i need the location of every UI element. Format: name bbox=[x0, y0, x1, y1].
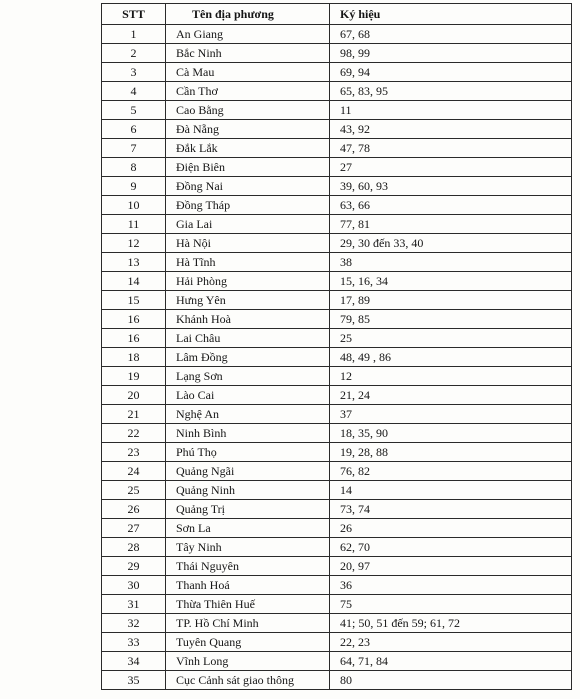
locality-name: Hưng Yên bbox=[166, 291, 330, 310]
plate-code: 48, 49 , 86 bbox=[330, 348, 572, 367]
table-row bbox=[102, 348, 572, 367]
plate-code: 12 bbox=[330, 367, 572, 386]
row-number: 12 bbox=[102, 234, 166, 253]
plate-code: 39, 60, 93 bbox=[330, 177, 572, 196]
table-row bbox=[102, 310, 572, 329]
locality-name: Thái Nguyên bbox=[166, 557, 330, 576]
locality-name: Lào Cai bbox=[166, 386, 330, 405]
locality-name: Đà Nẵng bbox=[166, 120, 330, 139]
header-row bbox=[102, 4, 572, 25]
table-row bbox=[102, 424, 572, 443]
table-row bbox=[102, 253, 572, 272]
row-number: 6 bbox=[102, 120, 166, 139]
plate-code: 15, 16, 34 bbox=[330, 272, 572, 291]
plate-code: 29, 30 đến 33, 40 bbox=[330, 234, 572, 253]
license-plate-table bbox=[101, 3, 572, 690]
table-row bbox=[102, 443, 572, 462]
row-number: 15 bbox=[102, 291, 166, 310]
locality-name: Đồng Tháp bbox=[166, 196, 330, 215]
locality-name: Hà Tĩnh bbox=[166, 253, 330, 272]
locality-name: Bắc Ninh bbox=[166, 44, 330, 63]
locality-name: Gia Lai bbox=[166, 215, 330, 234]
locality-name: Lai Châu bbox=[166, 329, 330, 348]
row-number: 9 bbox=[102, 177, 166, 196]
row-number: 4 bbox=[102, 82, 166, 101]
table-row bbox=[102, 101, 572, 120]
plate-code: 20, 97 bbox=[330, 557, 572, 576]
table-row bbox=[102, 633, 572, 652]
plate-code: 22, 23 bbox=[330, 633, 572, 652]
locality-name: Lâm Đồng bbox=[166, 348, 330, 367]
plate-code: 21, 24 bbox=[330, 386, 572, 405]
table-row bbox=[102, 405, 572, 424]
locality-name: Quảng Ngãi bbox=[166, 462, 330, 481]
locality-name: Tuyên Quang bbox=[166, 633, 330, 652]
row-number: 31 bbox=[102, 595, 166, 614]
locality-name: Lạng Sơn bbox=[166, 367, 330, 386]
plate-code: 25 bbox=[330, 329, 572, 348]
locality-name: Cần Thơ bbox=[166, 82, 330, 101]
table-row bbox=[102, 386, 572, 405]
table-body bbox=[102, 25, 572, 690]
locality-name: Cục Cảnh sát giao thông bbox=[166, 671, 330, 690]
locality-name: Quảng Trị bbox=[166, 500, 330, 519]
row-number: 25 bbox=[102, 481, 166, 500]
locality-name: Thừa Thiên Huế bbox=[166, 595, 330, 614]
table-row bbox=[102, 44, 572, 63]
header-locality-name: Tên địa phương bbox=[166, 4, 330, 25]
plate-code: 26 bbox=[330, 519, 572, 538]
locality-name: Sơn La bbox=[166, 519, 330, 538]
row-number: 13 bbox=[102, 253, 166, 272]
table-row bbox=[102, 291, 572, 310]
plate-code: 63, 66 bbox=[330, 196, 572, 215]
locality-name: Cao Bằng bbox=[166, 101, 330, 120]
row-number: 21 bbox=[102, 405, 166, 424]
plate-code: 67, 68 bbox=[330, 25, 572, 44]
table-row bbox=[102, 652, 572, 671]
plate-code: 18, 35, 90 bbox=[330, 424, 572, 443]
row-number: 10 bbox=[102, 196, 166, 215]
row-number: 35 bbox=[102, 671, 166, 690]
table-row bbox=[102, 63, 572, 82]
plate-code: 19, 28, 88 bbox=[330, 443, 572, 462]
table-row bbox=[102, 139, 572, 158]
table-row bbox=[102, 196, 572, 215]
row-number: 16 bbox=[102, 329, 166, 348]
locality-name: Cà Mau bbox=[166, 63, 330, 82]
row-number: 23 bbox=[102, 443, 166, 462]
plate-code: 14 bbox=[330, 481, 572, 500]
table-row bbox=[102, 25, 572, 44]
table-row bbox=[102, 215, 572, 234]
table-row bbox=[102, 234, 572, 253]
plate-code: 36 bbox=[330, 576, 572, 595]
plate-code: 47, 78 bbox=[330, 139, 572, 158]
plate-code: 75 bbox=[330, 595, 572, 614]
plate-code: 38 bbox=[330, 253, 572, 272]
plate-code: 62, 70 bbox=[330, 538, 572, 557]
table-row bbox=[102, 614, 572, 633]
locality-name: Khánh Hoà bbox=[166, 310, 330, 329]
table-row bbox=[102, 82, 572, 101]
row-number: 22 bbox=[102, 424, 166, 443]
locality-name: TP. Hồ Chí Minh bbox=[166, 614, 330, 633]
locality-name: Hải Phòng bbox=[166, 272, 330, 291]
row-number: 8 bbox=[102, 158, 166, 177]
plate-code: 73, 74 bbox=[330, 500, 572, 519]
plate-code: 98, 99 bbox=[330, 44, 572, 63]
table-row bbox=[102, 177, 572, 196]
table-row bbox=[102, 519, 572, 538]
plate-code: 41; 50, 51 đến 59; 61, 72 bbox=[330, 614, 572, 633]
table-row bbox=[102, 462, 572, 481]
row-number: 24 bbox=[102, 462, 166, 481]
table-row bbox=[102, 576, 572, 595]
row-number: 20 bbox=[102, 386, 166, 405]
locality-name: Hà Nội bbox=[166, 234, 330, 253]
table-row bbox=[102, 120, 572, 139]
locality-name: Quảng Ninh bbox=[166, 481, 330, 500]
row-number: 30 bbox=[102, 576, 166, 595]
plate-code: 64, 71, 84 bbox=[330, 652, 572, 671]
row-number: 28 bbox=[102, 538, 166, 557]
locality-name: Thanh Hoá bbox=[166, 576, 330, 595]
row-number: 32 bbox=[102, 614, 166, 633]
locality-name: Nghệ An bbox=[166, 405, 330, 424]
row-number: 26 bbox=[102, 500, 166, 519]
plate-code: 65, 83, 95 bbox=[330, 82, 572, 101]
row-number: 11 bbox=[102, 215, 166, 234]
plate-code: 80 bbox=[330, 671, 572, 690]
plate-code: 27 bbox=[330, 158, 572, 177]
plate-code: 11 bbox=[330, 101, 572, 120]
row-number: 27 bbox=[102, 519, 166, 538]
plate-code: 79, 85 bbox=[330, 310, 572, 329]
row-number: 29 bbox=[102, 557, 166, 576]
table-row bbox=[102, 557, 572, 576]
locality-name: Ninh Bình bbox=[166, 424, 330, 443]
table-row bbox=[102, 329, 572, 348]
row-number: 19 bbox=[102, 367, 166, 386]
row-number: 14 bbox=[102, 272, 166, 291]
table-row bbox=[102, 595, 572, 614]
table-row bbox=[102, 272, 572, 291]
row-number: 2 bbox=[102, 44, 166, 63]
plate-code: 43, 92 bbox=[330, 120, 572, 139]
row-number: 18 bbox=[102, 348, 166, 367]
locality-name: Phú Thọ bbox=[166, 443, 330, 462]
row-number: 33 bbox=[102, 633, 166, 652]
locality-name: An Giang bbox=[166, 25, 330, 44]
locality-name: Điện Biên bbox=[166, 158, 330, 177]
table-row bbox=[102, 671, 572, 690]
row-number: 7 bbox=[102, 139, 166, 158]
header-plate-code: Ký hiệu bbox=[330, 4, 572, 25]
locality-name: Đồng Nai bbox=[166, 177, 330, 196]
table-row bbox=[102, 500, 572, 519]
plate-code: 17, 89 bbox=[330, 291, 572, 310]
row-number: 5 bbox=[102, 101, 166, 120]
plate-code: 37 bbox=[330, 405, 572, 424]
table-row bbox=[102, 158, 572, 177]
header-stt: STT bbox=[102, 4, 166, 25]
row-number: 3 bbox=[102, 63, 166, 82]
row-number: 1 bbox=[102, 25, 166, 44]
table-row bbox=[102, 538, 572, 557]
table-row bbox=[102, 367, 572, 386]
plate-code: 76, 82 bbox=[330, 462, 572, 481]
plate-code: 69, 94 bbox=[330, 63, 572, 82]
locality-name: Đắk Lắk bbox=[166, 139, 330, 158]
locality-name: Vĩnh Long bbox=[166, 652, 330, 671]
table-row bbox=[102, 481, 572, 500]
locality-name: Tây Ninh bbox=[166, 538, 330, 557]
row-number: 16 bbox=[102, 310, 166, 329]
plate-code: 77, 81 bbox=[330, 215, 572, 234]
row-number: 34 bbox=[102, 652, 166, 671]
